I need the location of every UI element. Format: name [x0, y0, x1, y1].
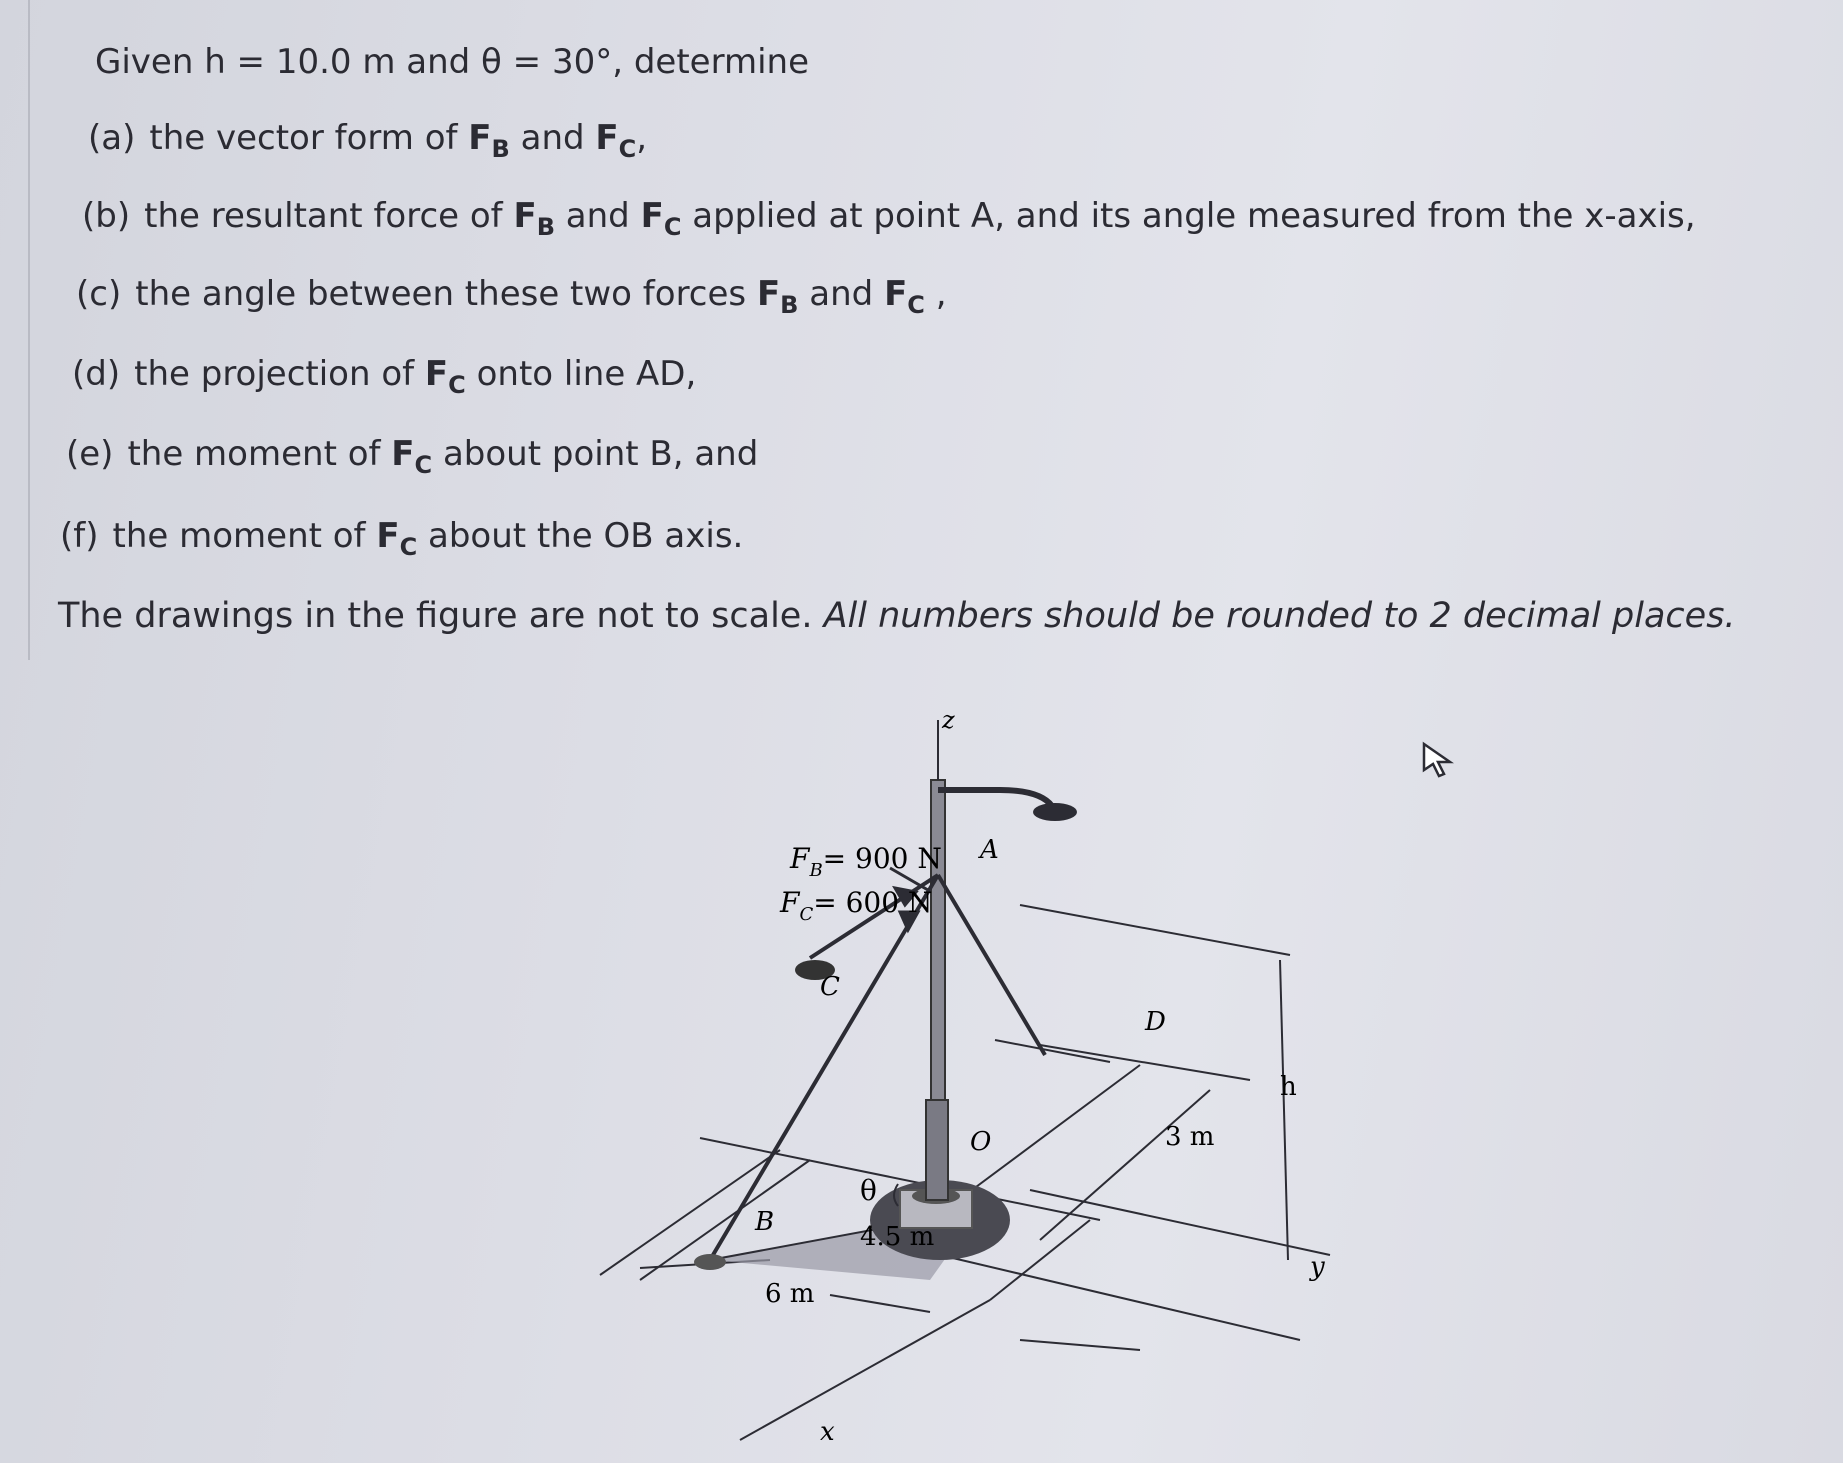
dim-6m-label: 6 m — [765, 1279, 815, 1309]
note-italic-text: All numbers should be rounded to 2 decimal places. — [823, 596, 1736, 636]
force-subscript: C — [414, 451, 433, 479]
point-o-label: O — [970, 1127, 992, 1157]
dim-line-6m-right — [830, 1295, 930, 1312]
dim-45m-label: 4.5 m — [860, 1222, 935, 1252]
lamp-head — [1033, 803, 1077, 821]
dim-3m-label: 3 m — [1165, 1122, 1215, 1152]
fb-subscript: B — [809, 860, 823, 881]
part-e — [66, 434, 759, 479]
part-c — [76, 274, 947, 319]
part-d-text-1: the projection of — [134, 354, 425, 394]
lamp-arm — [938, 790, 1052, 806]
part-d — [72, 354, 697, 399]
part-f-text-1: the moment of — [112, 516, 377, 556]
y-axis-label: y — [1310, 1252, 1325, 1282]
fc-value: = 600 N — [813, 886, 933, 919]
ground-line — [1020, 1340, 1140, 1350]
force-symbol: F — [376, 516, 400, 556]
force-symbol: F — [424, 354, 449, 394]
note-text: The drawings in the figure are not to scale. — [58, 596, 824, 636]
part-b-text-1: the resultant force of — [144, 196, 514, 236]
h-top-line — [1020, 905, 1290, 955]
force-subscript: C — [663, 213, 682, 241]
problem-prompt: Given h = 10.0 m and θ = 30°, determine — [95, 42, 809, 82]
part-a — [88, 118, 648, 163]
pole-lower — [926, 1100, 948, 1200]
force-subscript: B — [780, 291, 799, 319]
ground-line — [995, 1040, 1110, 1062]
mechanics-figure — [600, 700, 1325, 1460]
ground-line — [1040, 1045, 1250, 1080]
force-subscript: B — [491, 135, 510, 163]
x-axis — [740, 1300, 990, 1440]
force-symbol: F — [391, 434, 415, 474]
force-subscript: B — [536, 213, 555, 241]
force-symbol: F — [756, 274, 781, 314]
dim-3m-line — [1040, 1090, 1210, 1240]
part-c-text-3: , — [924, 274, 947, 314]
part-c-text-2: and — [798, 274, 885, 314]
part-a-text-1: the vector form of — [149, 118, 469, 158]
page-margin-line — [28, 0, 30, 660]
part-b-text-2: and — [554, 196, 641, 236]
part-f — [60, 516, 744, 561]
part-b — [82, 196, 1696, 241]
force-subscript: C — [618, 135, 637, 163]
part-e-text-2: about point B, and — [432, 434, 759, 474]
pointer-outline — [1424, 744, 1450, 776]
fb-value: = 900 N — [822, 842, 942, 875]
force-subscript: C — [448, 371, 466, 399]
part-f-text-2: about the OB axis. — [417, 516, 744, 556]
force-symbol: F — [595, 118, 619, 158]
force-symbol: F — [468, 118, 492, 158]
part-e-label: (e) — [66, 434, 114, 474]
force-symbol: F — [884, 274, 908, 314]
part-c-text-1: the angle between these two forces — [135, 274, 757, 314]
fb-label — [789, 842, 942, 881]
fc-subscript: C — [799, 904, 814, 925]
part-e-text-1: the moment of — [127, 434, 392, 474]
part-a-text-2: and — [509, 118, 596, 158]
theta-label: θ — [860, 1174, 877, 1207]
y-axis — [1030, 1190, 1330, 1255]
mouse-pointer-icon — [1420, 740, 1456, 780]
h-label: h — [1280, 1072, 1297, 1102]
x-axis-label: x — [820, 1417, 835, 1447]
force-subscript: C — [907, 291, 925, 319]
part-f-label: (f) — [60, 516, 99, 556]
part-c-label: (c) — [76, 274, 122, 314]
part-b-text-3: applied at point A, and its angle measured from the x-axis, — [681, 196, 1696, 236]
part-a-text-3: , — [636, 118, 648, 158]
part-d-label: (d) — [72, 354, 121, 394]
fc-symbol: F — [780, 886, 800, 919]
pole-upper — [931, 780, 945, 1100]
force-subscript: C — [399, 533, 418, 561]
force-symbol: F — [640, 196, 664, 236]
h-dimension — [1020, 905, 1290, 1260]
point-a-label: A — [980, 835, 999, 865]
rounding-note — [58, 596, 1736, 636]
h-dim-line — [1280, 960, 1288, 1260]
anchor-b — [694, 1254, 726, 1270]
point-d-label: D — [1145, 1007, 1166, 1037]
point-b-label: B — [755, 1207, 775, 1237]
point-c-label: C — [820, 972, 840, 1002]
force-symbol: F — [513, 196, 537, 236]
fb-symbol: F — [790, 842, 810, 875]
part-a-label: (a) — [88, 118, 136, 158]
part-d-text-2: onto line AD, — [465, 354, 697, 394]
z-axis-label: z — [942, 706, 955, 734]
part-b-label: (b) — [82, 196, 131, 236]
cable-ad — [938, 875, 1045, 1055]
